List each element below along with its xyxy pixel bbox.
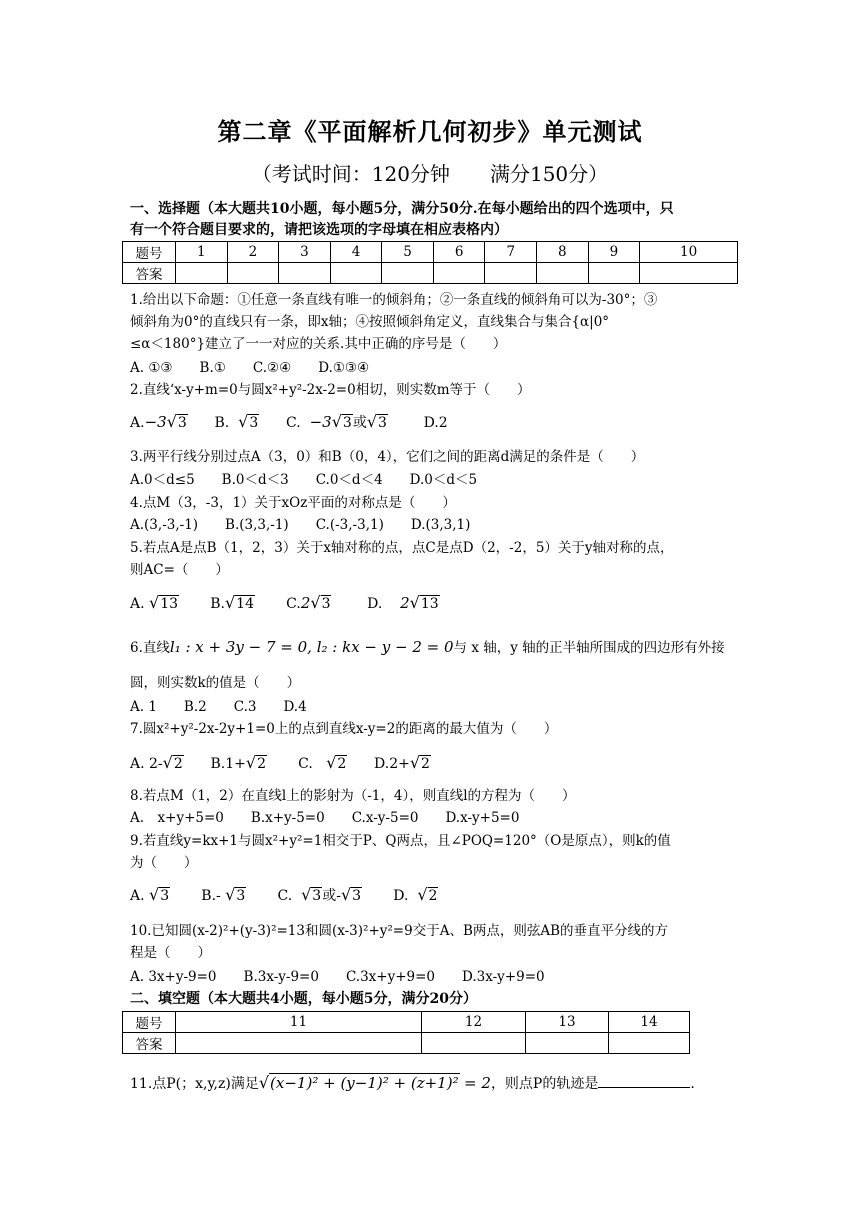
q1-options: A. ①③ B.① C.②④ D.①③④ — [130, 360, 370, 376]
q4-stem: 4.点M（3，-3，1）关于xOz平面的对称点是（ ） — [130, 495, 456, 511]
q9-a-root: √3 — [149, 885, 170, 904]
table-num-cell: 9 — [588, 242, 640, 263]
q5-c-label: C. — [286, 596, 301, 612]
q11-formula: (x−1)² + (y−1)² + (z+1)² — [270, 1074, 459, 1092]
table-num-cell: 14 — [609, 1012, 690, 1033]
page-subtitle: （考试时间：120分钟 满分150分） — [251, 162, 609, 186]
answer-cell[interactable] — [176, 1033, 422, 1054]
table-num-cell: 12 — [422, 1012, 526, 1033]
q7-stem: 7.圆x²+y²-2x-2y+1=0上的点到直线x-y=2的距离的最大值为（ ） — [130, 721, 558, 737]
q7-d-root: √2 — [409, 753, 430, 772]
q2-stem: 2.直线‘x-y+m=0与圆x²+y²-2x-2=0相切，则实数m等于（ ） — [130, 382, 531, 398]
q2-b-label: B. — [214, 415, 230, 431]
q1-line1: 1.给出以下命题：①任意一条直线有唯一的倾斜角；②一条直线的倾斜角可以为-30°；③ — [130, 292, 658, 308]
q5-line1: 5.若点A是点B（1，2，3）关于x轴对称的点，点C是点D（2，-2，5）关于y轴对称的点， — [130, 540, 674, 556]
q6-post: 与 x 轴，y 轴的正半轴所围成的四边形有外接 — [453, 640, 725, 656]
q2-options — [130, 411, 742, 434]
table-num-cell: 13 — [526, 1012, 609, 1033]
answer-cell[interactable] — [588, 263, 640, 284]
q6-line2: 圆，则实数k的值是（ ） — [130, 675, 301, 691]
q7-b-root: √2 — [245, 753, 266, 772]
table-num-cell: 2 — [227, 242, 279, 263]
q7-c-root: √2 — [326, 753, 347, 772]
q11-line — [130, 1072, 742, 1095]
q7-b-label: B.1+ — [210, 756, 246, 772]
q2-a-root: √3 — [166, 412, 187, 431]
q2-a-coef: −3 — [144, 413, 167, 431]
q9-line1: 9.若直线y=kx+1与圆x²+y²=1相交于P、Q两点，且∠POQ=120°（O是原点），则k的值 — [130, 833, 671, 849]
answer-cell[interactable] — [609, 1033, 690, 1054]
section1-header-line2: 有一个符合题目要求的，请把该选项的字母填在相应表格内） — [130, 222, 508, 238]
q11-answer-blank[interactable] — [598, 1073, 690, 1088]
q7-options — [130, 752, 742, 775]
q2-a-label: A. — [130, 415, 145, 431]
answer-table-2 — [122, 1011, 690, 1054]
q2-c-root2: √3 — [366, 412, 387, 431]
q5-d-root: √13 — [409, 593, 439, 612]
answer-cell[interactable] — [279, 263, 331, 284]
q5-a-label: A. — [130, 596, 145, 612]
table-label-num: 题号 — [123, 1012, 176, 1033]
q2-d-option: D.2 — [423, 415, 448, 431]
q9-c-root2: √3 — [340, 885, 362, 904]
table-num-cell: 4 — [330, 242, 382, 263]
table-num-cell: 6 — [433, 242, 485, 263]
table-num-cell: 10 — [640, 242, 738, 263]
table-label-ans: 答案 — [123, 263, 176, 284]
q2-b-root: √3 — [238, 412, 259, 431]
q7-d-label: D.2+ — [374, 756, 410, 772]
q5-b-label: B. — [210, 596, 225, 612]
q1-line2: 倾斜角为0°的直线只有一条，即x轴；④按照倾斜角定义，直线集合与集合{α|0° — [130, 314, 610, 330]
q11-eq: = 2 — [464, 1074, 491, 1092]
answer-cell[interactable] — [526, 1033, 609, 1054]
q5-a-root: √13 — [149, 593, 179, 612]
q11-root: √(x−1)² + (y−1)² + (z+1)² — [258, 1073, 459, 1092]
q6-pre: 6.直线 — [130, 640, 170, 656]
q5-line2: 则AC=（ ） — [130, 562, 229, 578]
q10-line2: 程是（ ） — [130, 945, 211, 961]
table-num-cell: 8 — [537, 242, 589, 263]
q6-formula: l₁ : x + 3y − 7 = 0, l₂ : kx − y − 2 = 0 — [169, 638, 454, 656]
q7-a-label: A. 2- — [130, 756, 163, 772]
q6-options: A. 1 B.2 C.3 D.4 — [130, 699, 307, 715]
table-num-cell: 3 — [279, 242, 331, 263]
table-num-cell: 7 — [485, 242, 537, 263]
q2-c-coef: −3 — [309, 413, 332, 431]
q9-c-or: 或- — [322, 888, 341, 904]
table-num-cell: 1 — [176, 242, 228, 263]
answer-cell[interactable] — [330, 263, 382, 284]
q10-options: A. 3x+y-9=0 B.3x-y-9=0 C.3x+y+9=0 D.3x-y+9=0 — [130, 969, 545, 985]
q9-options — [130, 884, 742, 907]
q2-c-or: 或 — [352, 415, 367, 431]
q7-c-label: C. — [298, 756, 313, 772]
q11-pre: 11.点P(；x,y,z)满足 — [130, 1076, 259, 1092]
q7-a-root: √2 — [162, 753, 183, 772]
section2-header: 二、填空题（本大题共4小题，每小题5分，满分20分） — [130, 991, 477, 1007]
q11-end: . — [690, 1076, 695, 1092]
answer-cell[interactable] — [640, 263, 738, 284]
q9-b-root: √3 — [225, 885, 246, 904]
answer-cell[interactable] — [422, 1033, 526, 1054]
page-title: 第二章《平面解析几何初步》单元测试 — [217, 117, 643, 146]
q5-c-root: √3 — [310, 593, 331, 612]
q9-a-label: A. — [130, 888, 145, 904]
q9-c-label: C. — [277, 888, 293, 904]
table-row-answers — [123, 1033, 690, 1054]
q10-line1: 10.已知圆(x-2)²+(y-3)²=13和圆(x-3)²+y²=9交于A、B两点，则弦AB的垂直平分线的方 — [130, 923, 669, 939]
table-num-cell: 11 — [176, 1012, 422, 1033]
answer-cell[interactable] — [382, 263, 434, 284]
q11-post: ，则点P的轨迹是 — [490, 1076, 599, 1092]
q8-options: A. x+y+5=0 B.x+y-5=0 C.x-y-5=0 D.x-y+5=0 — [130, 810, 520, 826]
answer-cell[interactable] — [176, 263, 228, 284]
q9-b-label: B.- — [201, 888, 221, 904]
answer-cell[interactable] — [433, 263, 485, 284]
table-row-numbers — [123, 1012, 690, 1033]
table-label-ans: 答案 — [123, 1033, 176, 1054]
section1-header-line1: 一、选择题（本大题共10小题，每小题5分，满分50分.在每小题给出的四个选项中，只 — [130, 201, 674, 217]
q8-stem: 8.若点M（1，2）在直线l上的影射为（-1，4），则直线l的方程为（ ） — [130, 788, 576, 804]
table-row-answers — [123, 263, 738, 284]
table-num-cell: 5 — [382, 242, 434, 263]
q9-c-root: √3 — [301, 885, 322, 904]
q9-line2: 为（ ） — [130, 855, 198, 871]
q5-b-root: √14 — [224, 593, 254, 612]
q9-d-label: D. — [393, 888, 409, 904]
table-row-numbers — [123, 242, 738, 263]
q2-c-label: C. — [286, 415, 301, 431]
q3-options: A.0＜d≤5 B.0＜d＜3 C.0＜d＜4 D.0＜d＜5 — [130, 472, 478, 488]
q4-options: A.(3,-3,-1) B.(3,3,-1) C.(-3,-3,1) D.(3,3,1) — [130, 517, 471, 533]
q3-stem: 3.两平行线分别过点A（3，0）和B（0，4），它们之间的距离d满足的条件是（ ） — [130, 449, 645, 465]
q1-line3: ≤α＜180°}建立了一一对应的关系.其中正确的序号是（ ） — [130, 336, 507, 352]
answer-cell[interactable] — [485, 263, 537, 284]
answer-cell[interactable] — [537, 263, 589, 284]
q2-c-root: √3 — [331, 412, 352, 431]
q5-c-coef: 2 — [300, 594, 311, 612]
table-label-num: 题号 — [123, 242, 176, 263]
q5-options — [130, 592, 742, 615]
answer-table-1 — [122, 241, 738, 284]
q9-d-root: √2 — [417, 885, 438, 904]
q5-d-label: D. — [367, 596, 383, 612]
answer-cell[interactable] — [227, 263, 279, 284]
q6-line1 — [130, 636, 742, 659]
q5-d-coef: 2 — [400, 594, 410, 612]
